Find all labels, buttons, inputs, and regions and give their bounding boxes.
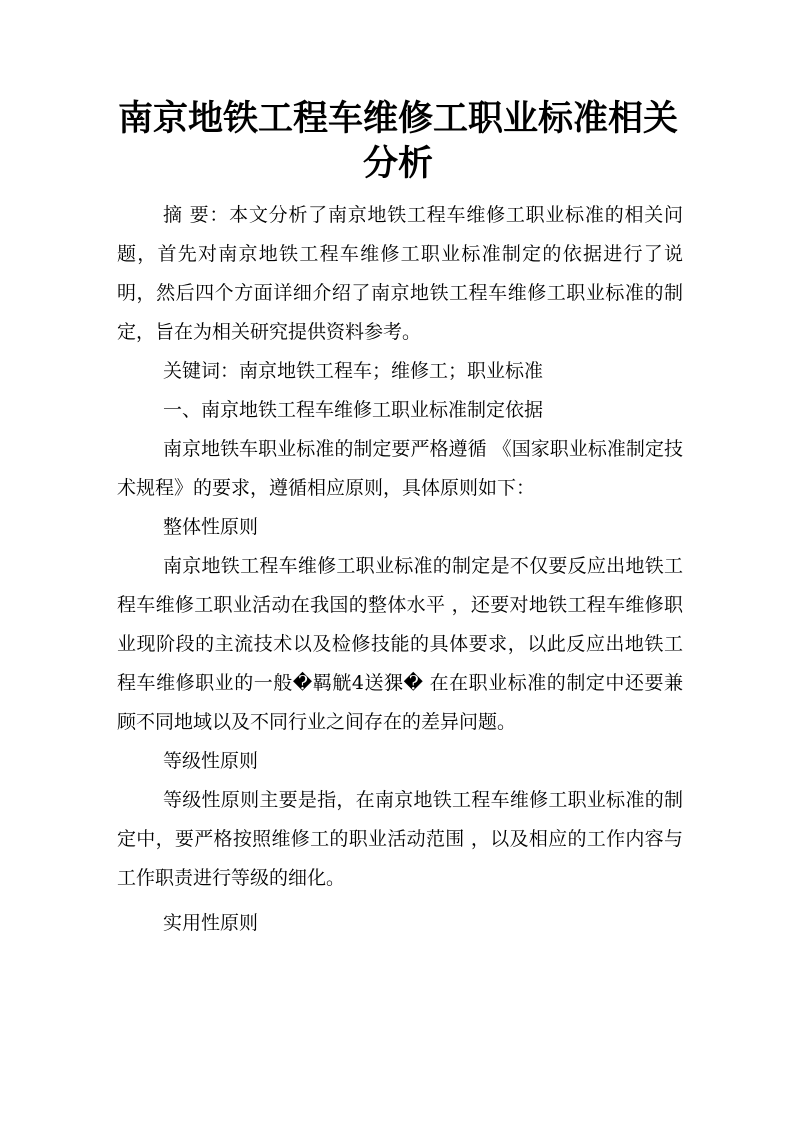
keywords-paragraph: 关键词：南京地铁工程车；维修工；职业标准 xyxy=(163,360,544,382)
section-heading-1: 一、南京地铁工程车维修工职业标准制定依据 xyxy=(163,399,544,421)
subheading-level-principle: 等级性原则 xyxy=(163,750,259,772)
subheading-practicality-principle: 实用性原则 xyxy=(163,912,259,934)
document-title: 南京地铁工程车维修工职业标准相关分析 xyxy=(117,98,678,184)
subheading-integrity-principle: 整体性原则 xyxy=(163,516,259,538)
body-paragraph: 南京地铁工程车维修工职业标准的制定是不仅要反应出地铁工程车维修工职业活动在我国的整体水平 ，还要对地铁工程车维修职业现阶段的主流技术以及检修技能的具体要求，以此反应出地铁工程车维修职业的一般�羁觥4送猓� 在在职业标准的制定中还要兼顾不同地域以及不同行业之间存在的差异问题。 xyxy=(117,555,683,733)
body-paragraph: 南京地铁车职业标准的制定要严格遵循 《国家职业标准制定技术规程》的要求，遵循相应原则，具体原则如下： xyxy=(117,438,683,499)
abstract-paragraph: 摘 要：本文分析了南京地铁工程车维修工职业标准的相关问题，首先对南京地铁工程车维修工职业标准制定的依据进行了说明，然后四个方面详细介绍了南京地铁工程车维修工职业标准的制定，旨在为相关研究提供资料参考。 xyxy=(117,204,683,343)
document-body xyxy=(117,196,683,943)
body-paragraph: 等级性原则主要是指，在南京地铁工程车维修工职业标准的制定中，要严格按照维修工的职业活动范围 ，以及相应的工作内容与工作职责进行等级的细化。 xyxy=(117,789,683,889)
